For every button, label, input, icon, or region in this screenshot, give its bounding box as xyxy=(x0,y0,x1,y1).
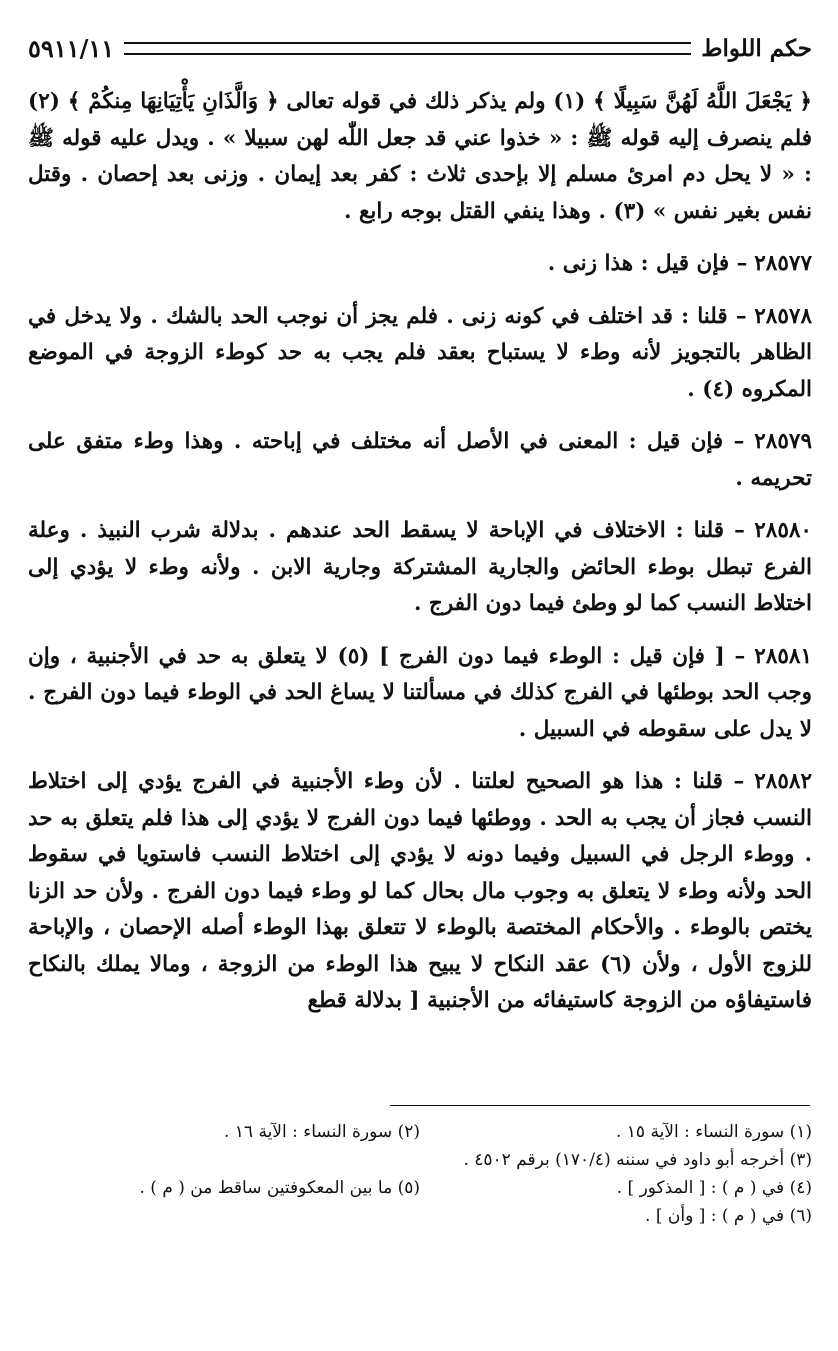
paragraph-text: – قلنا : الاختلاف في الإباحة لا يسقط الحد عندهم . بدلالة شرب النبيذ . وعلة الفرع تبطل بوطء الحائض والجارية المشتركة وجارية الابن . ولأنه وطء لا يؤدي إلى اختلاط النسب كما لو وطئ فيما دون الفرج . xyxy=(28,518,812,616)
paragraph xyxy=(28,764,812,1020)
footnote-4: (٤) في ( م ) : [ المذكور ] . xyxy=(616,1178,812,1198)
footnote-row xyxy=(28,1146,812,1174)
footnote-6: (٦) في ( م ) : [ وأن ] . xyxy=(645,1206,812,1226)
paragraph xyxy=(28,639,812,749)
footnotes xyxy=(28,1118,812,1230)
footnote-3: (٣) أخرجه أبو داود في سننه (١٧٠/٤) برقم ٤٥٠٢ . xyxy=(463,1150,812,1170)
paragraph xyxy=(28,424,812,497)
paragraph-text: – قلنا : هذا هو الصحيح لعلتنا . لأن وطء الأجنبية في الفرج يؤدي إلى اختلاط النسب فجاز أن يجب به الحد . ووطئها فيما دون الفرج لا يؤدي إلى هذا فلم يتعلق به حد . ووطء الرجل في السبيل وفيما دونه لا يؤدي إلى اختلاط النسب فاستويا في سقوط الحد ولأنه وطء لا يتعلق به وجوب مال بحال كما لو وطء فيما دون الفرج . ولأن حد الزنا يختص بالوطء . والأحكام المختصة بالوطء لا تتعلق بهذا الوطء أصله الإحصان ، والإباحة للزوج الأول ، ولأن (٦) عقد النكاح لا يبيح هذا الوطء من الزوجة ، ومالا يملك بالنكاح فاستيفاؤه من الزوجة كاستيفائه من الأجنبية [ بدلالة قطع xyxy=(28,769,812,1013)
paragraph-number: ٢٨٥٧٧ xyxy=(754,251,812,276)
paragraph-text: – فإن قيل : هذا زنى . xyxy=(547,251,748,276)
paragraph xyxy=(28,246,812,283)
paragraph-number: ٢٨٥٧٨ xyxy=(754,303,812,329)
paragraph xyxy=(28,513,812,623)
paragraph-text: – قلنا : قد اختلف في كونه زنى . فلم يجز أن نوجب الحد بالشك . ولا يدخل في الظاهر بالتجويز لأنه وطء لا يستباح بعقد فلم يجب به حد كوطء الزوجة في الموضع المكروه (٤) . xyxy=(28,303,812,402)
footnote-separator xyxy=(390,1105,810,1106)
footnote-row xyxy=(28,1118,812,1146)
paragraph-text: ﴿ يَجْعَلَ اللَّهُ لَهُنَّ سَبِيلًا ﴾ (١) ولم يذكر ذلك في قوله تعالى ﴿ وَالَّذَانِ يَأْتِيَانِهَا مِنكُمْ ﴾ (٢) فلم ينصرف إليه قوله ﷺ : « خذوا عني قد جعل اللّٰه لهن سبيلا » . ويدل عليه قوله ﷺ : « لا يحل دم امرئ مسلم إلا بإحدى ثلاث : كفر بعد إيمان . وزنى بعد إحصان . وقتل نفس بغير نفس » (٣) . وهذا ينفي القتل بوجه رابع . xyxy=(28,89,812,224)
page-number: ٥٩١١/١١ xyxy=(28,33,115,63)
running-header xyxy=(28,30,812,66)
paragraph-number: ٢٨٥٧٩ xyxy=(754,429,812,454)
footnote-1: (١) سورة النساء : الآية ١٥ . xyxy=(615,1122,812,1142)
paragraph xyxy=(28,84,812,230)
paragraph-number: ٢٨٥٨٠ xyxy=(754,518,812,543)
main-text xyxy=(28,84,812,1036)
paragraph-number: ٢٨٥٨٢ xyxy=(754,769,812,794)
paragraph-number: ٢٨٥٨١ xyxy=(754,643,813,669)
paragraph-text: – [ فإن قيل : الوطء فيما دون الفرج ] (٥) لا يتعلق به حد في الأجنبية ، وإن وجب الحد بوطئها في الفرج كذلك في مسألتنا لا يساغ الحد في الوطء فيما دون الفرج . لا يدل على سقوطه في السبيل . xyxy=(28,643,812,742)
footnote-row xyxy=(28,1174,812,1202)
chapter-title: حكم اللواط xyxy=(701,34,812,62)
paragraph-text: – فإن قيل : المعنى في الأصل أنه مختلف في إباحته . وهذا وطء متفق على تحريمه . xyxy=(28,429,812,491)
footnote-5: (٥) ما بين المعكوفتين ساقط من ( م ) . xyxy=(139,1178,420,1198)
paragraph xyxy=(28,299,812,409)
header-double-rule xyxy=(124,42,691,55)
footnote-row xyxy=(28,1202,812,1230)
footnote-2: (٢) سورة النساء : الآية ١٦ . xyxy=(223,1122,420,1142)
